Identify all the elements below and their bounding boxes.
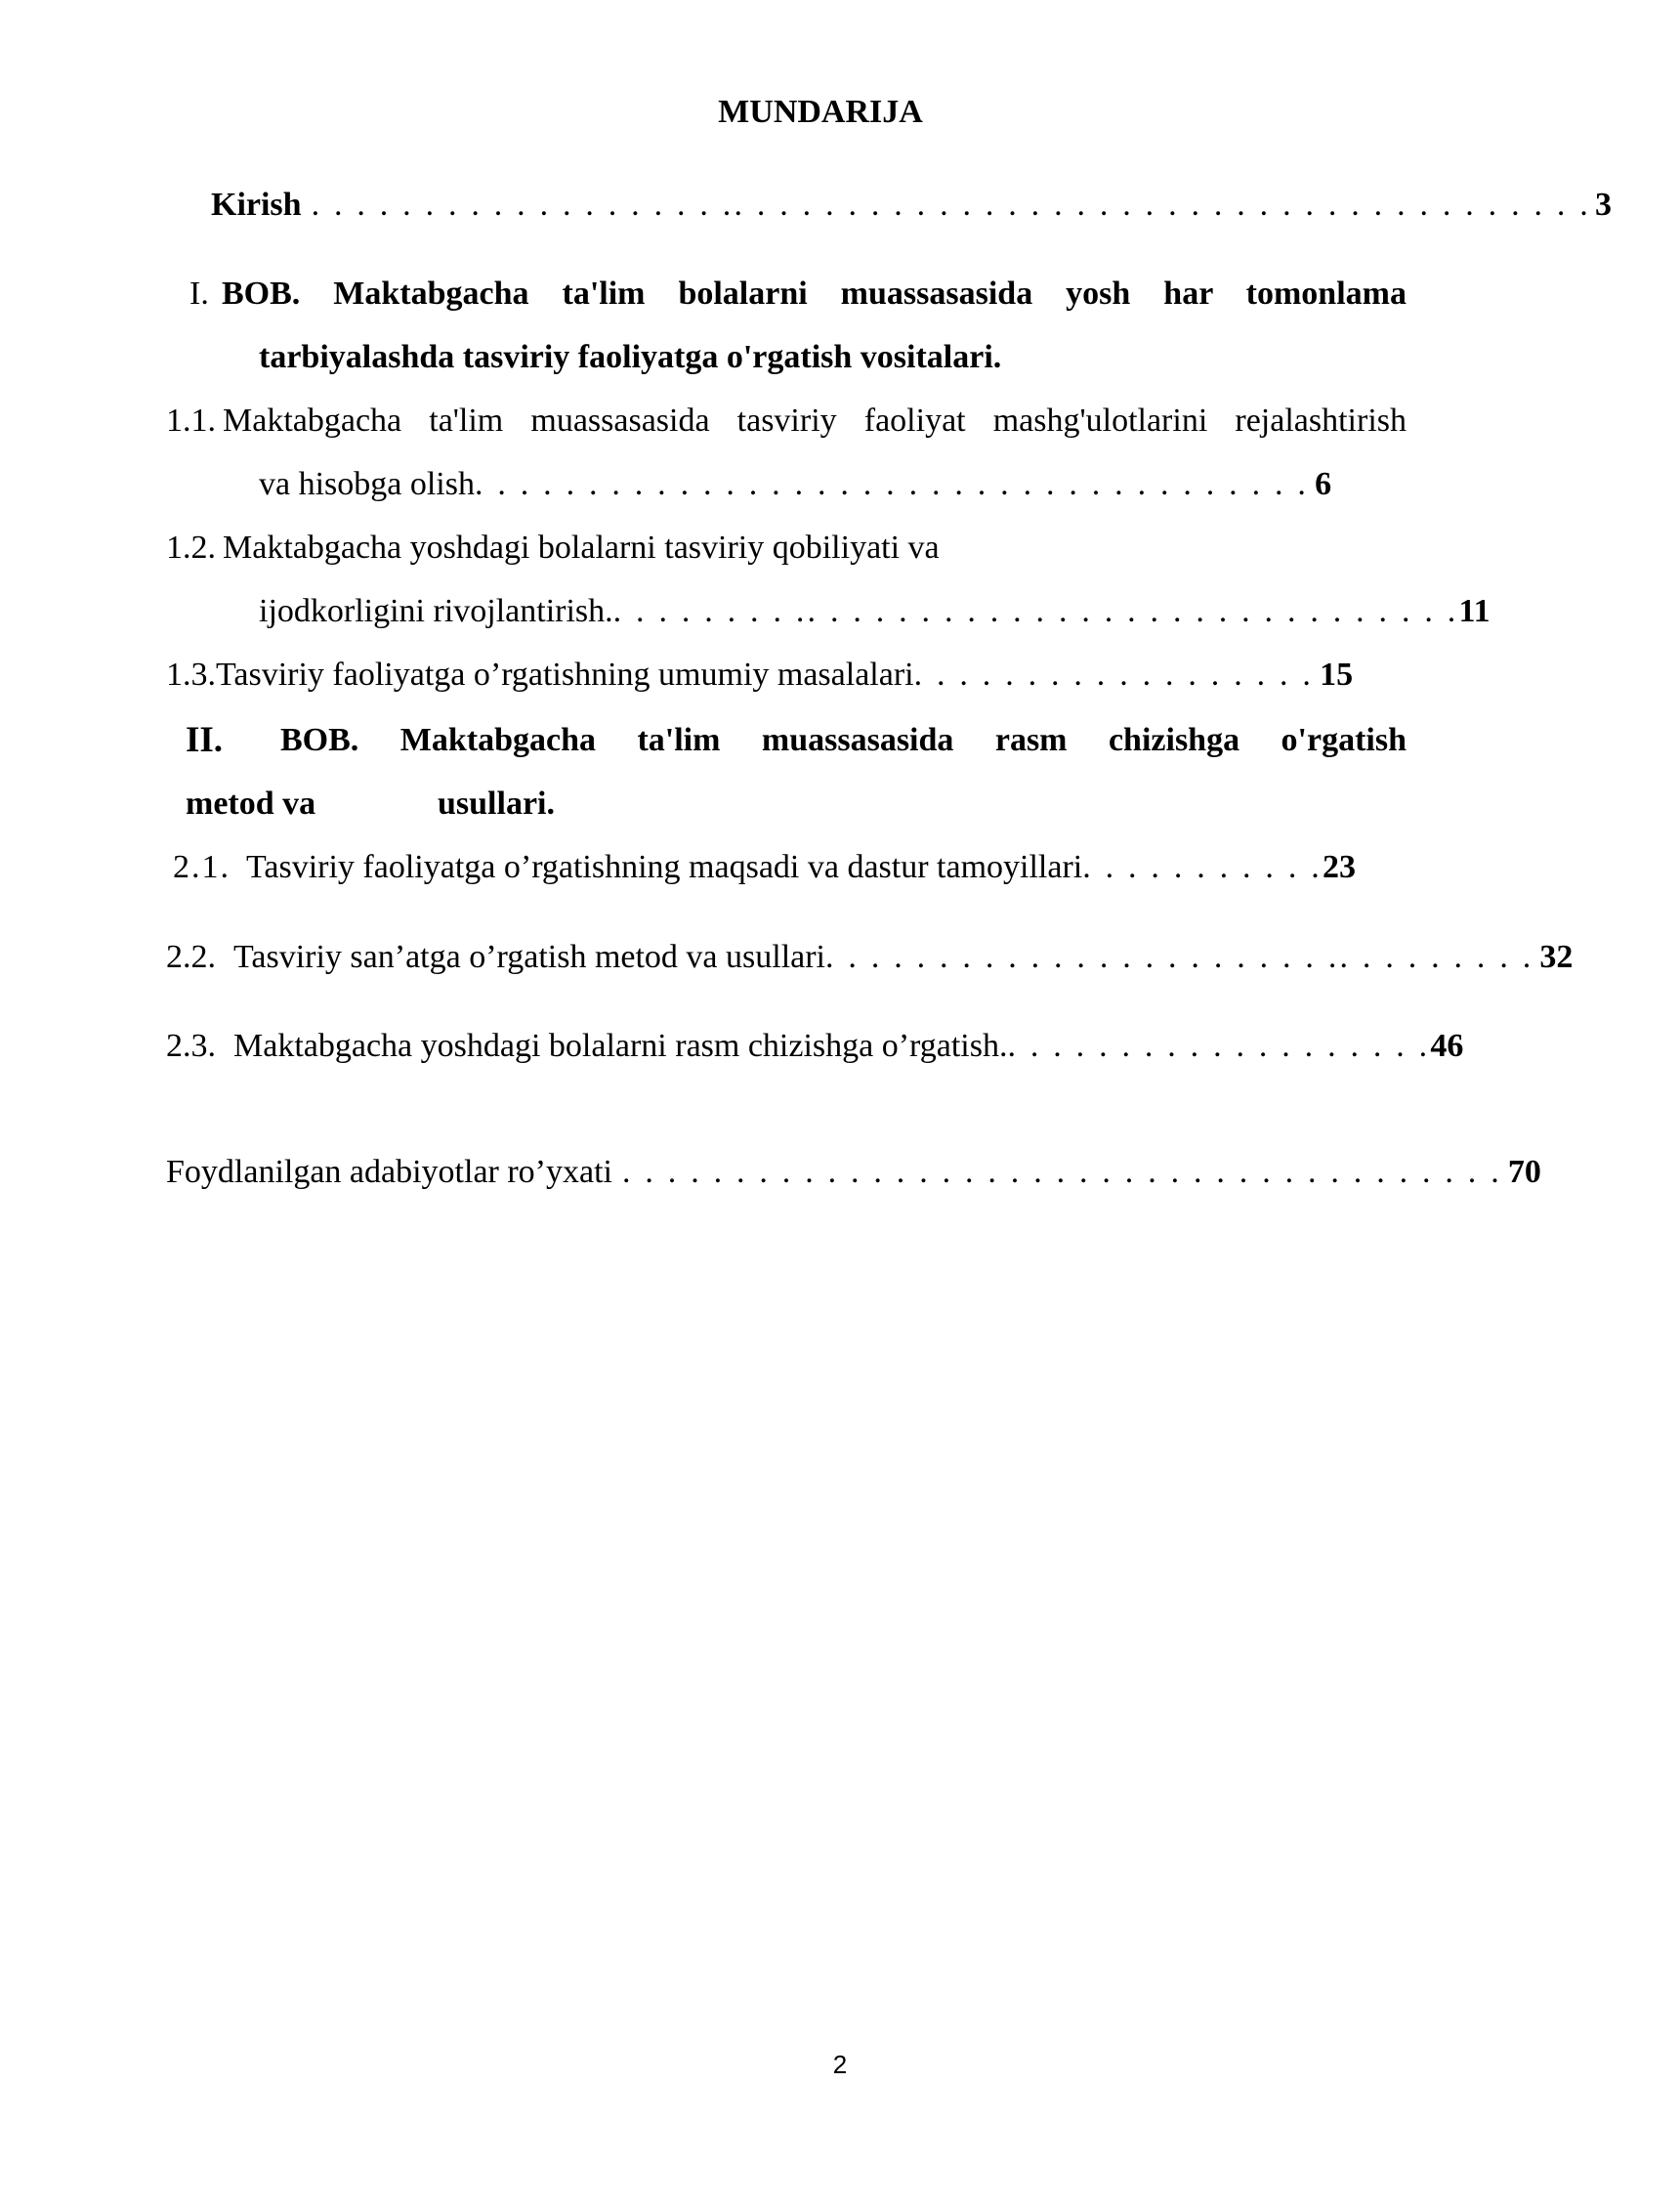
section-number: 1.3. xyxy=(166,657,216,693)
toc-page-number: 3 xyxy=(1594,187,1612,223)
toc-entry-2-3[interactable] xyxy=(166,1027,1463,1066)
section-number: 1.1. xyxy=(166,403,216,439)
toc-entry-text[interactable]: Maktabgacha ta'lim muassasasida tasviriy faoliyat mashg'ulotlarini rejalashtirish xyxy=(223,403,1407,439)
toc-entry-1-3[interactable] xyxy=(166,656,1353,695)
page-title: MUNDARIJA xyxy=(718,94,923,130)
toc-leader-dots: . . . . . . . . . . . . . . . . . . . . . . . . . . . . . . . . . . . . . . . xyxy=(622,1154,1502,1190)
chapter-heading-line[interactable]: tarbiyalashda tasviriy faoliyatga o'rgatish vositalari. xyxy=(259,339,1002,375)
toc-page-number: 32 xyxy=(1539,939,1574,975)
chapter-numeral: I. xyxy=(189,276,209,312)
toc-page-number: 46 xyxy=(1430,1028,1464,1064)
page-footer-number: 2 xyxy=(832,2050,848,2079)
chapter-heading-line[interactable]: BOB. Maktabgacha ta'lim bolalarni muassasasida yosh har tomonlama xyxy=(222,276,1407,312)
toc-entry-2-1[interactable] xyxy=(173,848,1356,887)
toc-entry-label: Kirish xyxy=(211,187,302,223)
toc-leader-dots: . . . . . . . . . . . . . . . . . . .. . . . . . . . . . . . . . . . . . . . . . . . . . . . . . . . . . . . . . xyxy=(311,187,1591,223)
toc-leader-dots: . . . . . . . . . . . . . . . . . . . xyxy=(1007,1028,1431,1064)
toc-page-number: 11 xyxy=(1458,593,1491,629)
chapter-heading-line[interactable]: metod va xyxy=(186,786,316,822)
toc-page-number: 70 xyxy=(1507,1154,1541,1190)
toc-entry-2-2[interactable] xyxy=(166,938,1573,977)
toc-entry-text[interactable]: Maktabgacha yoshdagi bolalarni tasviriy qobiliyati va xyxy=(223,530,940,566)
toc-entry-text: Maktabgacha yoshdagi bolalarni rasm chizishga o’rgatish. xyxy=(233,1028,1008,1064)
toc-leader-dots: . . . . . . . . . . . . . . . . . . xyxy=(913,657,1315,693)
toc-page-number: 23 xyxy=(1322,849,1356,885)
toc-entry-text: va hisobga olish xyxy=(259,466,475,502)
section-number: 2.2. xyxy=(166,939,216,975)
toc-leader-dots: . . . . . . . . . . . . . . . . . . . . . . .. . . . . . . . . xyxy=(825,939,1534,975)
toc-entry-text: Foydlanilgan adabiyotlar ro’yxati xyxy=(166,1154,612,1190)
toc-leader-dots: . . . . . . . . . . . xyxy=(1082,849,1323,885)
chapter-heading-line[interactable]: usullari. xyxy=(438,786,555,822)
toc-page-number: 6 xyxy=(1315,466,1332,502)
toc-leader-dots: . . . . . . . . .. . . . . . . . . . . . . . . . . . . . . . . . . . . . . xyxy=(612,593,1459,629)
section-number: 1.2. xyxy=(166,530,216,566)
toc-entry-text: ijodkorligini rivojlantirish. xyxy=(259,593,613,629)
toc-entry-text: Tasviriy faoliyatga o’rgatishning umumiy masalalari xyxy=(216,657,914,693)
toc-entry-text: Tasviriy san’atga o’rgatish metod va usullari xyxy=(233,939,826,975)
toc-entry-kirish[interactable] xyxy=(211,186,1612,225)
toc-leader-dots: . . . . . . . . . . . . . . . . . . . . . . . . . . . . . . . . . . . . . xyxy=(474,466,1310,502)
toc-entry-1-1[interactable] xyxy=(259,465,1331,504)
toc-entry-1-2[interactable] xyxy=(259,592,1491,631)
toc-page-number: 15 xyxy=(1320,657,1354,693)
toc-entry-references[interactable] xyxy=(166,1153,1541,1192)
toc-entry-text: Tasviriy faoliyatga o’rgatishning maqsadi va dastur tamoyillari xyxy=(246,849,1083,885)
section-number: 2.1. xyxy=(173,849,231,885)
chapter-numeral: II. xyxy=(186,720,224,760)
section-number: 2.3. xyxy=(166,1028,216,1064)
chapter-heading-line[interactable]: BOB. Maktabgacha ta'lim muassasasida rasm chizishga o'rgatish xyxy=(280,722,1407,758)
